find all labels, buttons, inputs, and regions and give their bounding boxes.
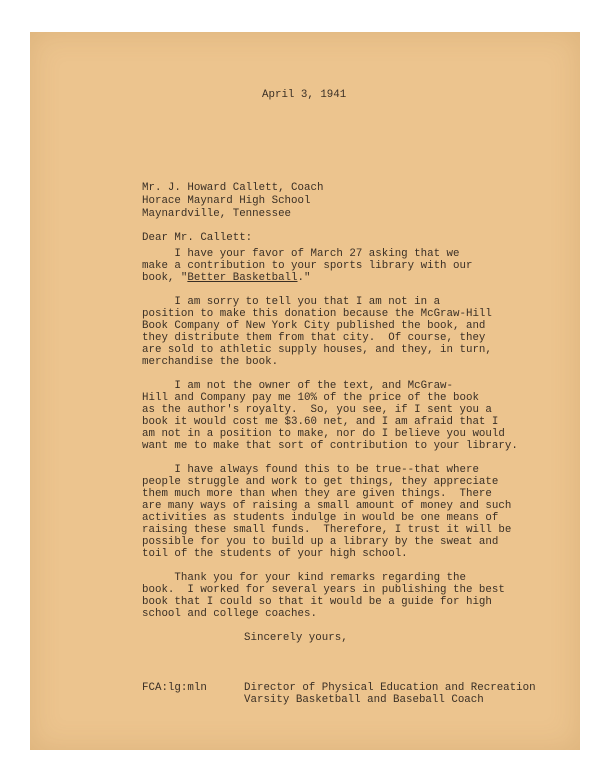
p2-line-3: Book Company of New York City published the book, and: [142, 320, 486, 332]
p4-line-6: raising these small funds. Therefore, I trust it will be: [142, 524, 512, 536]
p4-line-3: them much more than when they are given things. There: [142, 488, 492, 500]
p4-line-8: toil of the students of your high school.: [142, 548, 408, 560]
p5-line-1: Thank you for your kind remarks regarding the: [142, 572, 466, 584]
p4-line-5: activities as students indulge in would be one means of: [142, 512, 499, 524]
p3-line-4: book it would cost me $3.60 net, and I am afraid that I: [142, 416, 499, 428]
closing: Sincerely yours,: [244, 632, 348, 644]
p2-line-6: merchandise the book.: [142, 356, 279, 368]
p2-line-1: I am sorry to tell you that I am not in a: [142, 296, 441, 308]
p5-line-3: book that I could so that it would be a guide for high: [142, 596, 492, 608]
book-title: Better Basketball: [187, 272, 298, 284]
p3-line-3: as the author's royalty. So, you see, if I sent you a: [142, 404, 492, 416]
p2-line-2: position to make this donation because the McGraw-Hill: [142, 308, 492, 320]
p5-line-4: school and college coaches.: [142, 608, 317, 620]
p1-line-3: [142, 272, 310, 285]
signature-title-1: Director of Physical Education and Recreation: [244, 682, 536, 694]
p5-line-2: book. I worked for several years in publishing the best: [142, 584, 505, 596]
recipient-line-3: Maynardville, Tennessee: [142, 208, 292, 220]
p4-line-7: possible for you to build up a library by the sweat and: [142, 536, 499, 548]
p3-line-1: I am not the owner of the text, and McGraw-: [142, 380, 454, 392]
p3-line-6: want me to make that sort of contribution to your library.: [142, 440, 518, 452]
p4-line-4: are many ways of raising a small amount of money and such: [142, 500, 512, 512]
p3-line-5: am not in a position to make, nor do I believe you would: [142, 428, 505, 440]
initials: FCA:lg:mln: [142, 682, 207, 694]
salutation: Dear Mr. Callett:: [142, 232, 253, 244]
p4-line-2: people struggle and work to get things, they appreciate: [142, 476, 499, 488]
recipient-line-2: Horace Maynard High School: [142, 195, 311, 207]
book-prefix: book, ": [142, 272, 188, 284]
letter-date: April 3, 1941: [262, 89, 347, 101]
p2-line-4: they distribute them from that city. Of course, they: [142, 332, 486, 344]
p1-line-1: I have your favor of March 27 asking that we: [142, 248, 460, 260]
recipient-line-1: Mr. J. Howard Callett, Coach: [142, 182, 324, 194]
p1-line-2: make a contribution to your sports library with our: [142, 260, 473, 272]
p4-line-1: I have always found this to be true--that where: [142, 464, 479, 476]
p2-line-5: are sold to athletic supply houses, and they, in turn,: [142, 344, 492, 356]
p3-line-2: Hill and Company pay me 10% of the price of the book: [142, 392, 479, 404]
book-suffix: .": [297, 272, 311, 284]
signature-title-2: Varsity Basketball and Baseball Coach: [244, 694, 484, 706]
